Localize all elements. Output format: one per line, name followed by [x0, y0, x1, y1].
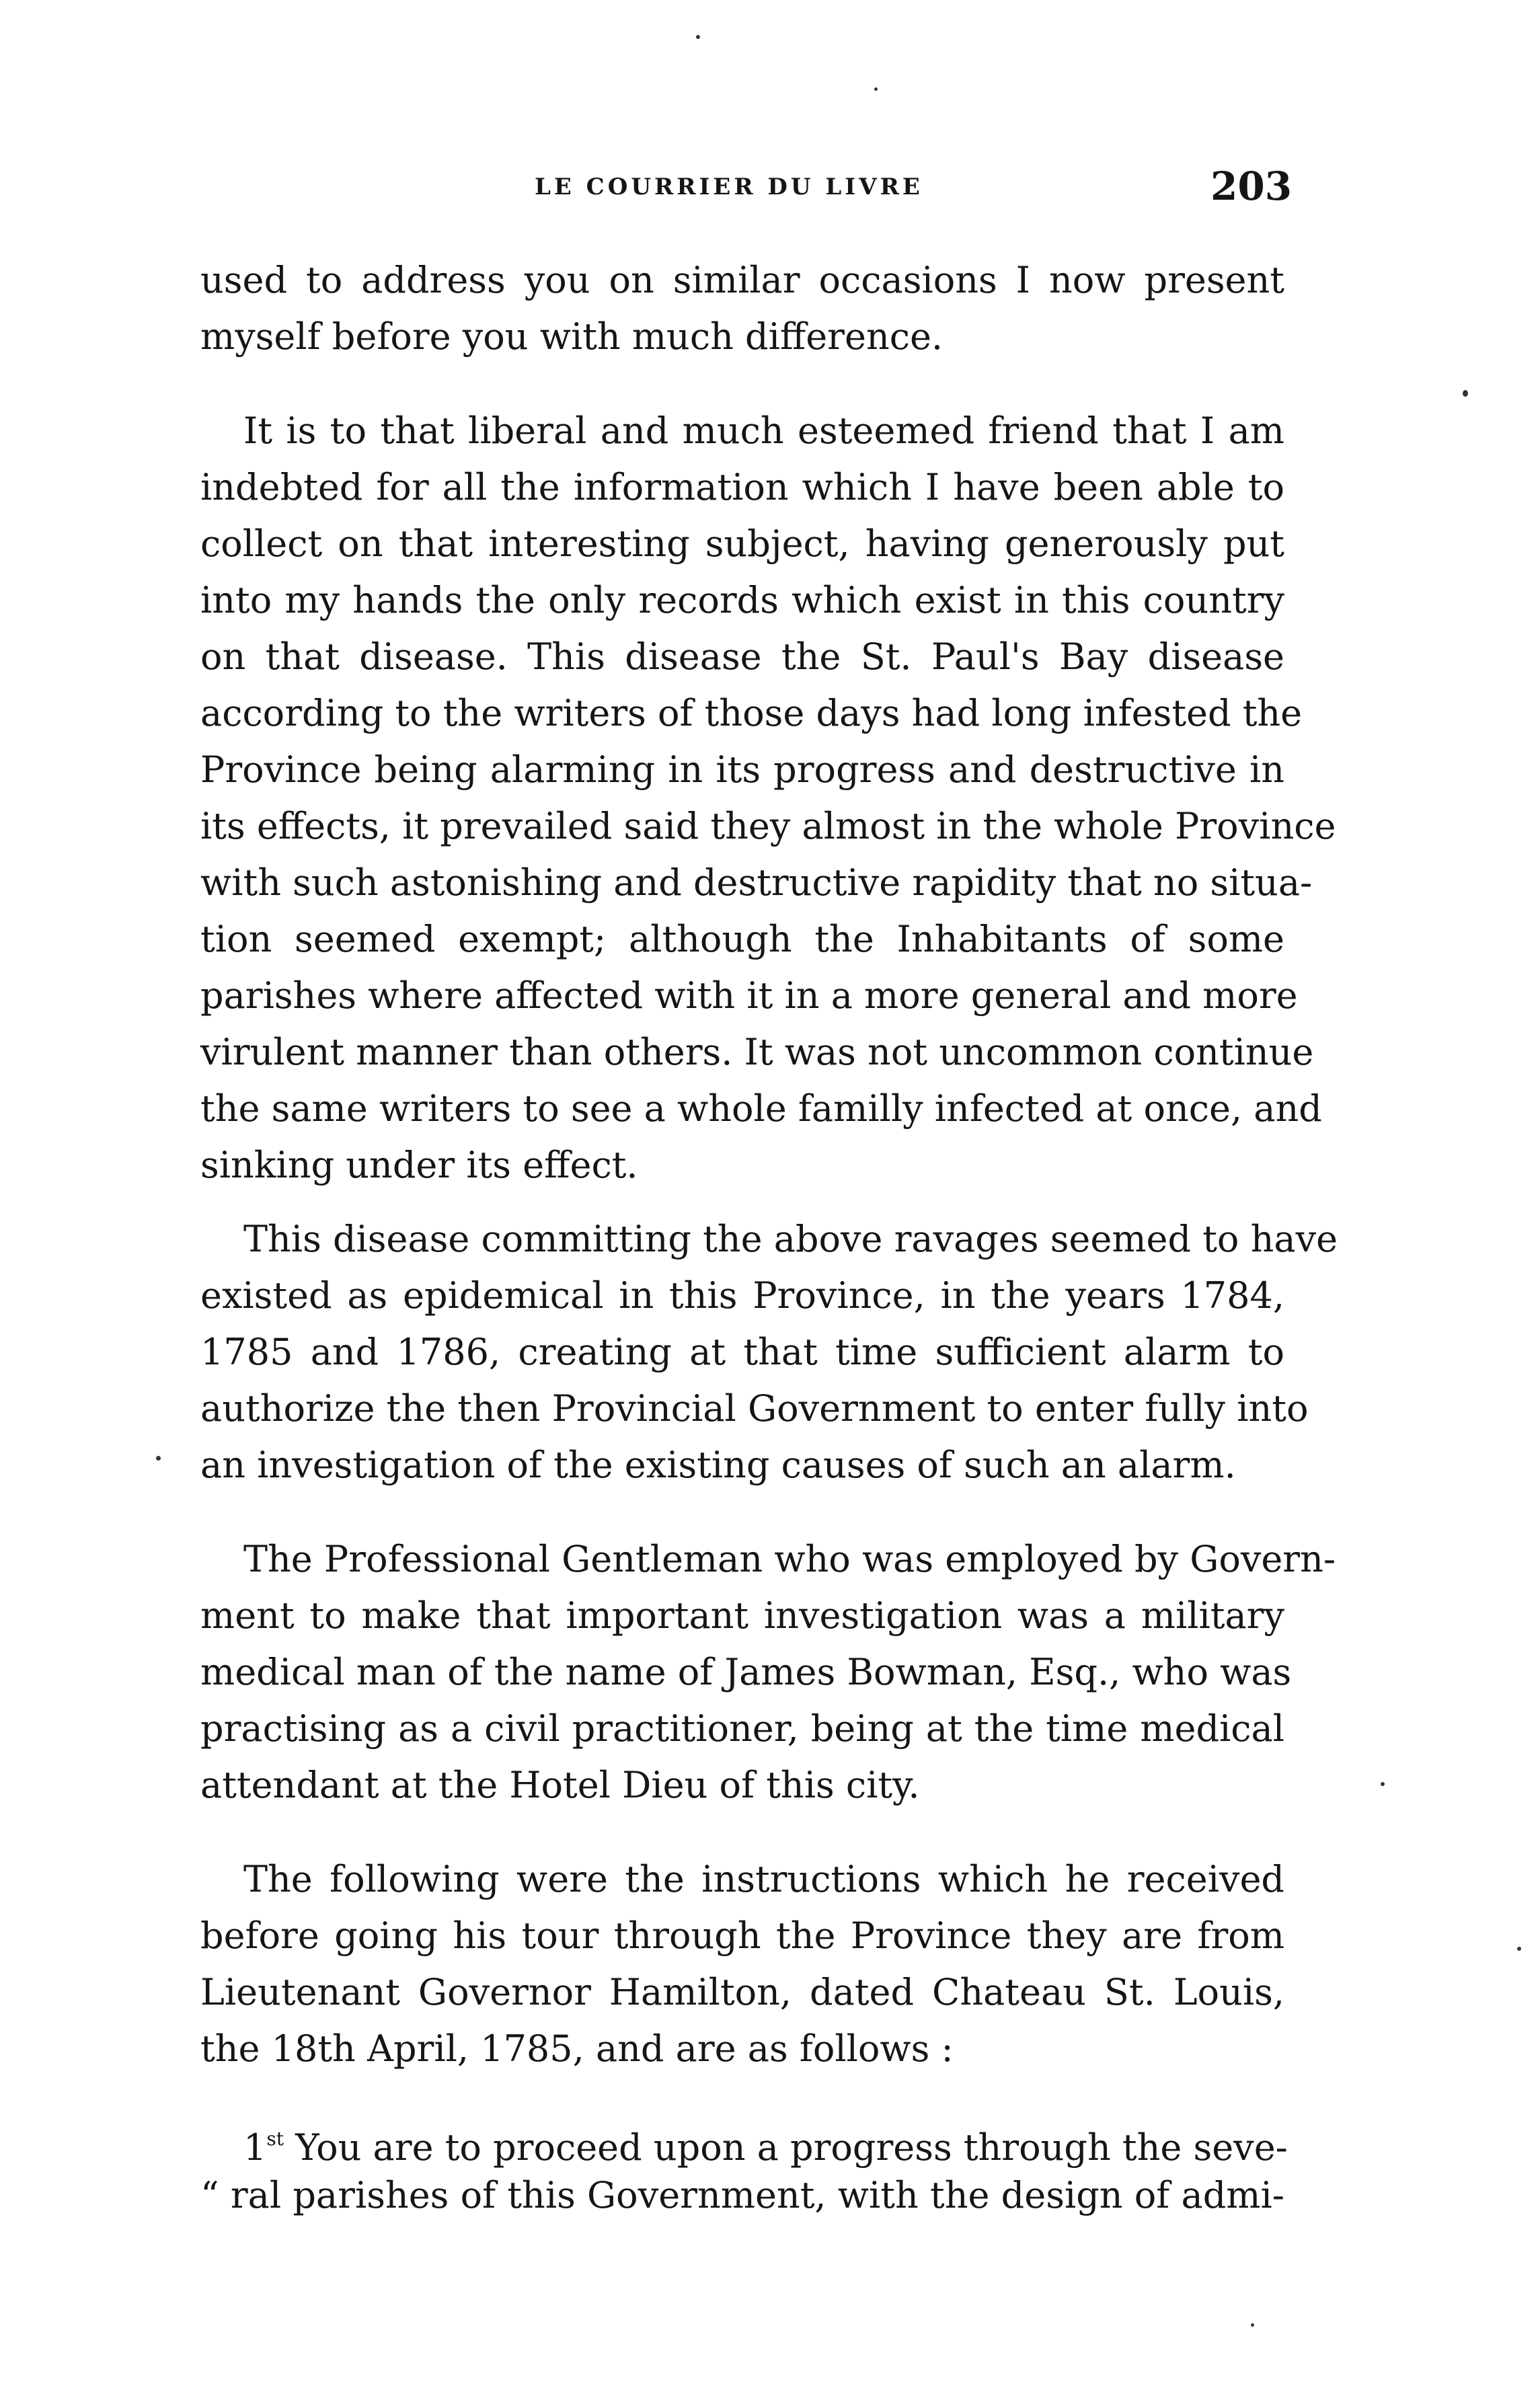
text-line: 1785 and 1786, creating at that time sufficient alarm to [200, 1331, 1284, 1373]
text-line: existed as epidemical in this Province, in the years 1784, [200, 1274, 1284, 1317]
text-line: The following were the instructions which he received [243, 1858, 1284, 1900]
text-line: the same writers to see a whole familly infected at once, and [200, 1087, 1322, 1130]
text-line: before going his tour through the Province they are from [200, 1914, 1284, 1957]
text-line: This disease committing the above ravages seemed to have [243, 1218, 1338, 1260]
text-line: according to the writers of those days had long infested the [200, 692, 1303, 734]
scan-speck [156, 1456, 161, 1461]
text-line: the 18th April, 1785, and are as follows : [200, 2027, 954, 2070]
ordinal-suffix: st [266, 2128, 284, 2150]
text-line: medical man of the name of James Bowman, Esq., who was [200, 1651, 1292, 1693]
text-line: “ ral parishes of this Government, with the design of admi- [200, 2174, 1284, 2216]
text-line: used to address you on similar occasions I now present [200, 259, 1284, 301]
text-line: parishes where affected with it in a more general and more [200, 974, 1298, 1017]
text-line: It is to that liberal and much esteemed friend that I am [243, 410, 1284, 452]
text-line: myself before you with much difference. [200, 315, 944, 358]
text-line: virulent manner than others. It was not uncommon continue [200, 1031, 1314, 1073]
text-line: into my hands the only records which exist in this country [200, 579, 1284, 621]
text-line: attendant at the Hotel Dieu of this city. [200, 1764, 920, 1806]
text-line: Province being alarming in its progress and destructive in [200, 748, 1284, 791]
text-line: practising as a civil practitioner, being at the time medical [200, 1707, 1284, 1750]
text-line: sinking under its effect. [200, 1144, 638, 1186]
scan-speck [1463, 390, 1468, 397]
text-line: The Professional Gentleman who was employed by Govern- [243, 1538, 1336, 1580]
text-line-rest: You are to proceed upon a progress through the seve- [283, 2126, 1288, 2169]
text-line: with such astonishing and destructive rapidity that no situa- [200, 861, 1313, 904]
text-line: Lieutenant Governor Hamilton, dated Chateau St. Louis, [200, 1971, 1284, 2013]
text-line [243, 2116, 1288, 2171]
scan-speck [1517, 1947, 1521, 1951]
text-line: authorize the then Provincial Government to enter fully into [200, 1387, 1309, 1430]
text-line: tion seemed exempt; although the Inhabitants of some [200, 918, 1284, 960]
text-line: collect on that interesting subject, having generously put [200, 522, 1284, 565]
scan-speck [696, 35, 700, 39]
scan-speck [874, 87, 878, 91]
scan-speck [1251, 2323, 1254, 2327]
scan-speck [1381, 1782, 1385, 1786]
text-line: ment to make that important investigation was a military [200, 1594, 1284, 1637]
text-line: on that disease. This disease the St. Paul's Bay disease [200, 635, 1284, 678]
page-number: 203 [1210, 163, 1293, 209]
text-line: its effects, it prevailed said they almost in the whole Province [200, 805, 1336, 847]
text-line: indebted for all the information which I have been able to [200, 466, 1284, 508]
running-title: LE COURRIER DU LIVRE [535, 173, 923, 200]
text-line: an investigation of the existing causes of such an alarm. [200, 1444, 1236, 1486]
ordinal-number: 1 [243, 2126, 267, 2169]
